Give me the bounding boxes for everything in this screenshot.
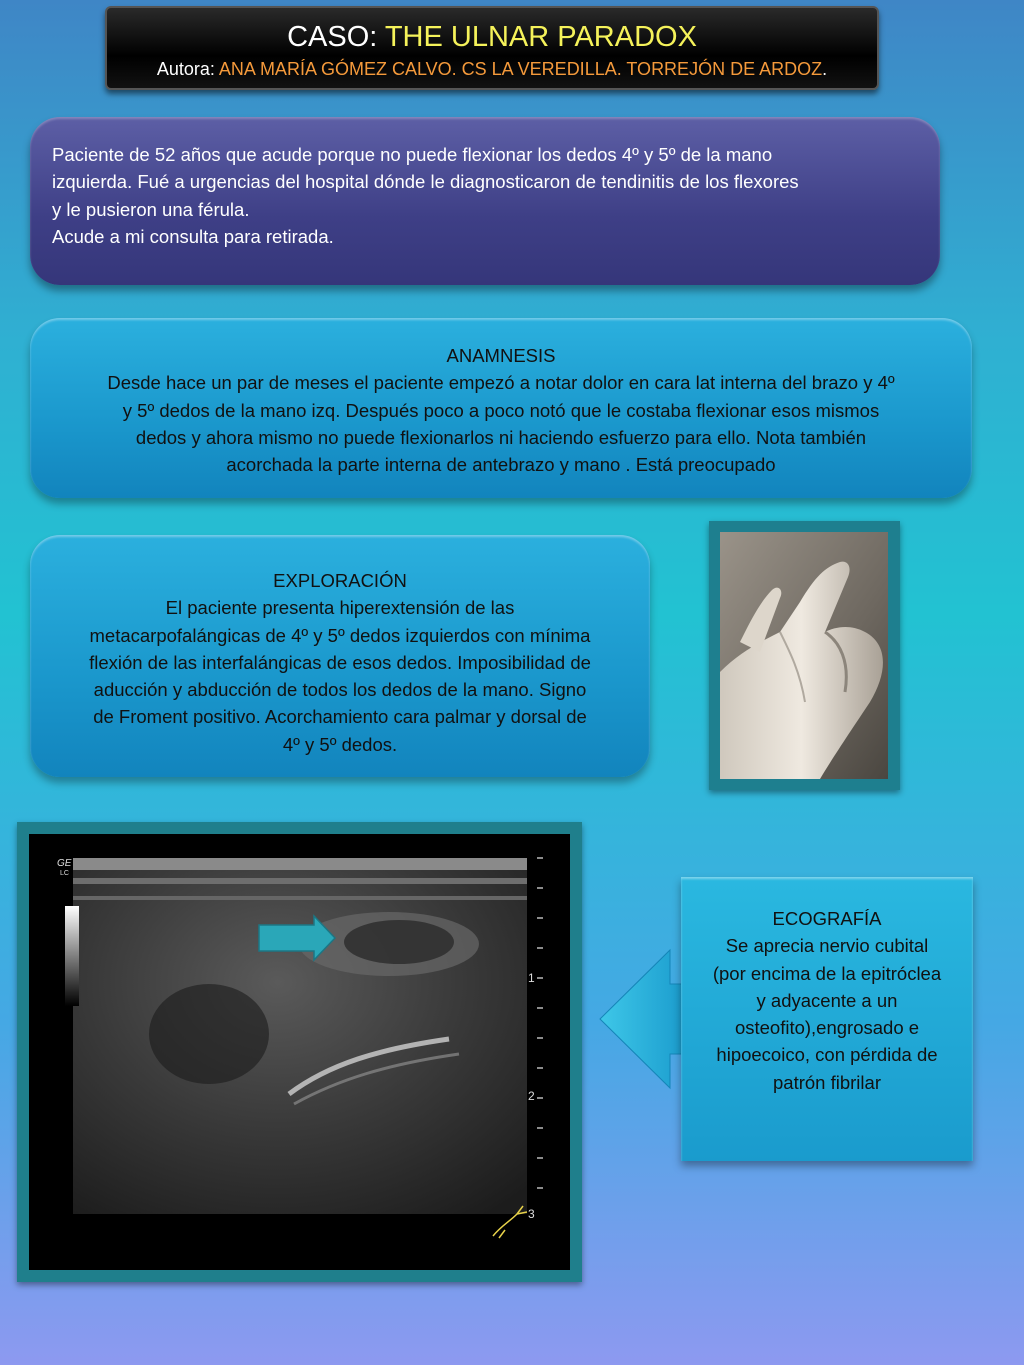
case-title xyxy=(107,20,877,54)
depth-scale xyxy=(528,858,543,1221)
anamnesis-line: y 5º dedos de la mano izq. Después poco a poco notó que le costaba flexionar esos mismos xyxy=(122,399,880,421)
ultrasound-screen xyxy=(29,834,570,1270)
author-prefix: Autora: xyxy=(156,59,219,79)
depth-label: 1 xyxy=(528,971,535,985)
exploration-line: aducción y abducción de todos los dedos de la mano. Signo xyxy=(93,679,587,701)
author-suffix: . xyxy=(822,59,828,79)
exploration-line: 4º y 5º dedos. xyxy=(282,733,398,755)
anamnesis-line: acorchada la parte interna de antebrazo y mano . Está preocupado xyxy=(226,454,776,476)
exploration-line: metacarpofalángicas de 4º y 5º dedos izquierdos con mínima xyxy=(89,624,591,646)
ultrasound-line: Se aprecia nervio cubital xyxy=(725,935,929,957)
us-logo-text: GE xyxy=(57,858,72,869)
ultrasound-line: osteofito),engrosado e xyxy=(734,1017,920,1039)
us-logo-subtext: LC xyxy=(60,870,69,877)
intro-line: Acude a mi consulta para retirada. xyxy=(52,225,334,247)
author-name: ANA MARÍA GÓMEZ CALVO. CS LA VEREDILLA. TORREJÓN DE ARDOZ xyxy=(218,59,823,79)
case-intro-box xyxy=(30,117,940,285)
intro-line: y le pusieron una férula. xyxy=(52,198,250,220)
grayscale-bar xyxy=(65,906,79,1006)
exploration-line: de Froment positivo. Acorchamiento cara palmar y dorsal de xyxy=(93,706,587,728)
case-prefix: CASO: xyxy=(287,21,385,53)
exploration-line: flexión de las interfalángicas de esos dedos. Imposibilidad de xyxy=(89,651,591,673)
ultrasound-line: patrón fibrilar xyxy=(773,1071,881,1093)
ultrasound-heading: ECOGRAFÍA xyxy=(772,908,882,929)
exploration-line: El paciente presenta hiperextensión de las xyxy=(165,597,515,619)
anamnesis-line: dedos y ahora mismo no puede flexionarlos ni haciendo esfuerzo para ello. Nota también xyxy=(135,426,867,448)
depth-label: 2 xyxy=(528,1089,535,1103)
author-line xyxy=(107,58,877,80)
left-arrow-icon xyxy=(598,948,688,1090)
case-title-text: THE ULNAR PARADOX xyxy=(384,21,697,53)
ultrasound-frame xyxy=(17,822,582,1282)
ultrasound-line: (por encima de la epitróclea xyxy=(712,962,942,984)
ultrasound-line: y adyacente a un xyxy=(756,989,898,1011)
intro-line: izquierda. Fué a urgencias del hospital dónde le diagnosticaron de tendinitis de los flexores xyxy=(52,171,799,193)
ultrasound-line: hipoecoico, con pérdida de xyxy=(716,1044,938,1066)
intro-line: Paciente de 52 años que acude porque no puede flexionar los dedos 4º y 5º de la mano xyxy=(52,144,773,165)
exploration-heading: EXPLORACIÓN xyxy=(273,570,407,591)
title-banner xyxy=(105,6,879,90)
depth-label: 3 xyxy=(528,1207,535,1221)
ultrasound-image xyxy=(29,834,570,1270)
anamnesis-heading: ANAMNESIS xyxy=(446,345,556,366)
anamnesis-box xyxy=(30,318,972,498)
anamnesis-line: Desde hace un par de meses el paciente empezó a notar dolor en cara lat interna del brazo y 4º xyxy=(107,372,895,394)
ultrasound-description-box xyxy=(681,877,973,1161)
exploration-box xyxy=(30,535,650,777)
hand-photo-frame xyxy=(709,521,900,790)
hand-photo xyxy=(720,532,888,779)
